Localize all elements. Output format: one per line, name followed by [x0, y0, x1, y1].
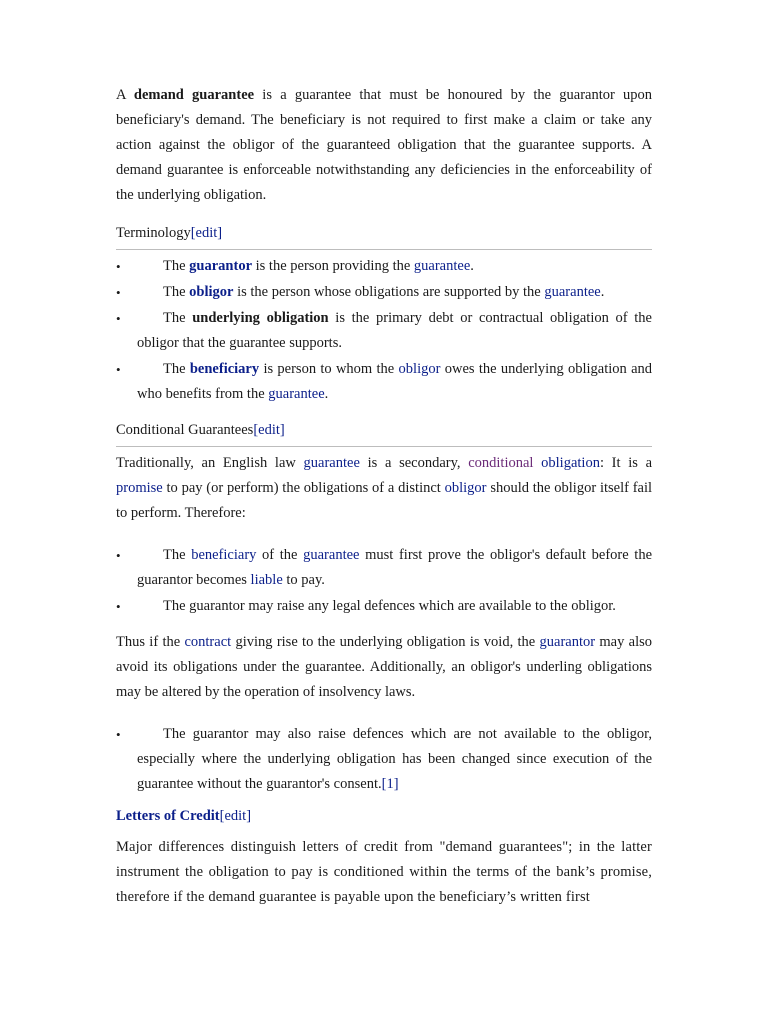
underlying-obligation-term: underlying obligation — [192, 310, 329, 326]
item-text: The — [163, 258, 186, 274]
item-text: The — [163, 310, 186, 326]
item-text: owes the underlying obligation and who benefits from the — [137, 361, 653, 402]
item-text: is the primary debt or contractual obligation of the obligor that the guarantee supports. — [137, 310, 652, 351]
item-text: The — [163, 284, 186, 300]
item-text: The guarantor may also raise defences which are not available to the obligor, especially where the underlying obligation has been changed since execution of the guarantee without the guarantor's consent. — [137, 726, 652, 792]
bullet-icon: • — [116, 259, 121, 274]
guarantee-link[interactable]: guarantee — [268, 386, 325, 402]
bullet-icon: • — [116, 311, 121, 326]
para-text: giving rise to the underlying obligation is void, the — [235, 634, 536, 650]
reference-link[interactable]: [1] — [381, 776, 399, 792]
bullet-icon: • — [116, 599, 121, 614]
liable-link[interactable]: liable — [250, 572, 283, 588]
guarantor-link[interactable]: guarantor — [539, 634, 596, 650]
guarantee-link[interactable]: guarantee — [303, 455, 360, 471]
letters-heading — [116, 804, 652, 829]
para-text: Thus if the — [116, 634, 181, 650]
list-item — [116, 280, 652, 305]
letters-title: Letters of Credit — [116, 808, 220, 824]
conditional-link[interactable]: conditional — [468, 455, 534, 471]
contract-link[interactable]: contract — [184, 634, 232, 650]
conditional-list — [116, 543, 652, 619]
list-item — [116, 543, 652, 593]
section-divider — [116, 249, 652, 250]
para-text: is a secondary, — [367, 455, 461, 471]
guarantee-link[interactable]: guarantee — [413, 258, 471, 274]
bullet-icon: • — [116, 548, 121, 563]
list-item — [116, 306, 652, 356]
item-text: is the person providing the — [255, 258, 411, 274]
list-item — [116, 254, 652, 279]
obligor-link[interactable]: obligor — [444, 480, 487, 496]
item-text: . — [324, 386, 329, 402]
obligation-link[interactable]: obligation — [541, 455, 600, 471]
bullet-icon: • — [116, 285, 121, 300]
para-text: may also avoid its obligations under the guarantee. Additionally, an obligor's underling obligations may be altered by the operation of insolvency laws. — [116, 634, 653, 700]
defences-list — [116, 722, 652, 797]
item-text: . — [470, 258, 474, 274]
intro-paragraph — [116, 83, 652, 208]
terminology-title: Terminology — [116, 225, 191, 241]
conditional-title: Conditional Guarantees — [116, 422, 254, 438]
terminology-heading — [116, 221, 652, 246]
article-body — [116, 83, 652, 910]
list-item — [116, 357, 652, 407]
para-text: should the obligor itself fail to perform. Therefore: — [116, 480, 653, 521]
terminology-list — [116, 254, 652, 407]
intro-is: is — [262, 87, 272, 103]
item-text: . — [600, 284, 605, 300]
obligor-link[interactable]: obligor — [398, 361, 441, 377]
item-text: The guarantor may raise any legal defences which are available to the obligor. — [163, 598, 616, 614]
letters-edit-link[interactable]: [edit] — [219, 808, 252, 824]
bullet-icon: • — [116, 727, 121, 742]
terminology-edit-link[interactable]: [edit] — [190, 225, 223, 241]
item-text: is the person whose obligations are supported by the — [237, 284, 541, 300]
section-divider — [116, 446, 652, 447]
guarantor-link[interactable]: guarantor — [189, 258, 253, 274]
para-text: Major differences distinguish letters of credit from "demand guarantees"; in the latter instrument the obligation to pay is conditioned within the terms of the bank’s promise, therefore if the demand guarantee is payable upon the beneficiary’s written first — [116, 839, 652, 905]
conditional-paragraph-1 — [116, 451, 652, 526]
item-text: The — [163, 547, 186, 563]
list-item — [116, 594, 652, 619]
guarantee-link[interactable]: guarantee — [544, 284, 601, 300]
item-text: to pay. — [286, 572, 325, 588]
promise-link[interactable]: promise — [116, 480, 163, 496]
para-text: Traditionally, an English law — [116, 455, 296, 471]
beneficiary-link[interactable]: beneficiary — [191, 547, 257, 563]
item-text: must first prove the obligor's default before the guarantor becomes — [137, 547, 653, 588]
intro-text: a guarantee that must be honoured by the guarantor upon beneficiary's demand. The beneficiary is not required to first make a claim or take any action against the obligor of the guaranteed obligation that the guarantee supports. A demand guarantee is enforceable notwithstanding any deficiencies in the enforceability of the underlying obligation. — [116, 87, 653, 203]
list-item — [116, 722, 652, 797]
obligor-link[interactable]: obligor — [189, 284, 234, 300]
guarantee-link[interactable]: guarantee — [303, 547, 360, 563]
conditional-heading — [116, 418, 652, 443]
intro-term: demand guarantee — [133, 87, 255, 103]
item-text: The — [163, 361, 186, 377]
letters-paragraph — [116, 835, 652, 910]
beneficiary-link[interactable]: beneficiary — [189, 361, 260, 377]
bullet-icon: • — [116, 362, 121, 377]
intro-article: A — [116, 87, 126, 103]
conditional-paragraph-2 — [116, 630, 652, 705]
item-text: is person to whom the — [263, 361, 395, 377]
para-text: : It is a — [599, 455, 653, 471]
para-text: to pay (or perform) the obligations of a distinct — [166, 480, 441, 496]
item-text: of the — [262, 547, 298, 563]
conditional-edit-link[interactable]: [edit] — [253, 422, 285, 438]
